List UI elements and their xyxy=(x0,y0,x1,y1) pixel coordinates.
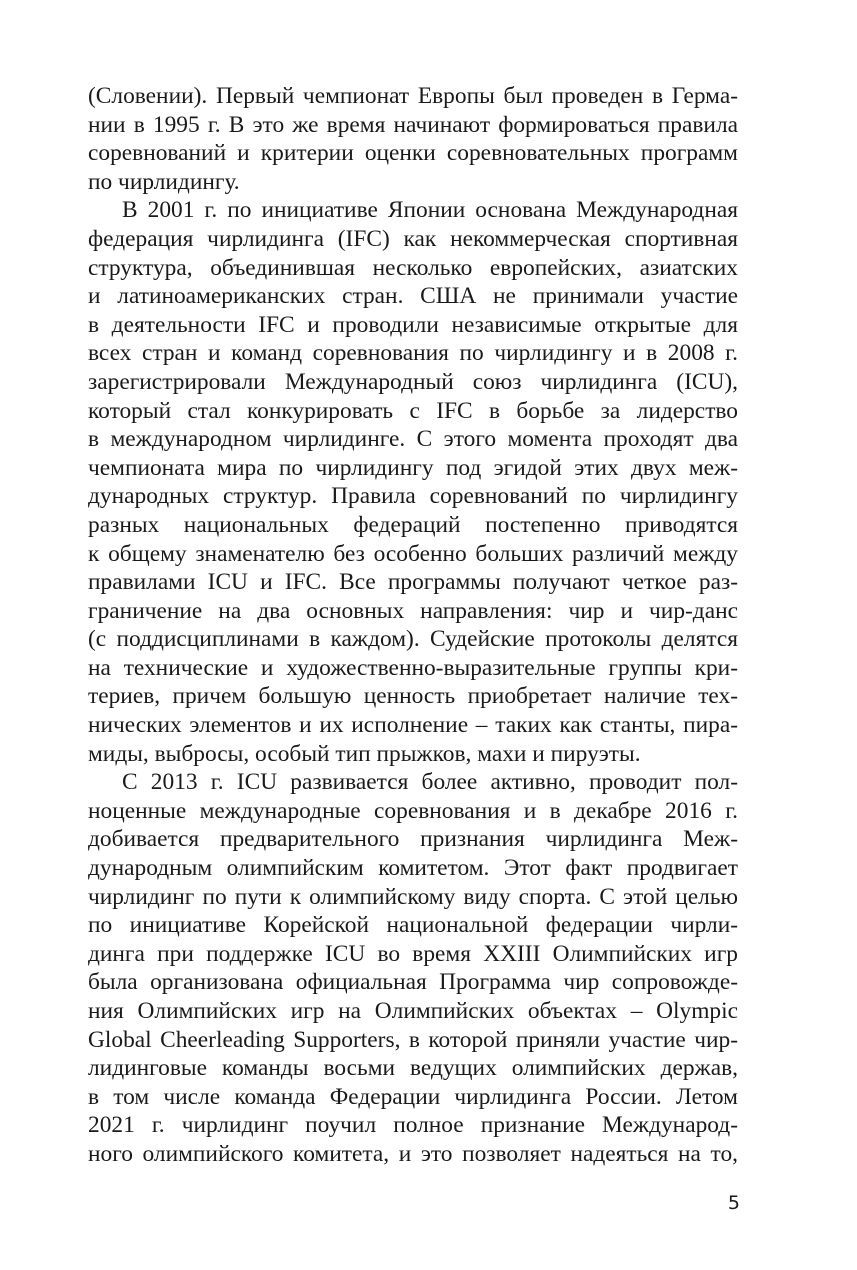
text-line: по чирлидингу. xyxy=(88,168,240,195)
text-line: Global Cheerleading Supporters, в которой приняли участие чир- xyxy=(88,1026,738,1053)
text-line: териев, причем большую ценность приобретает наличие тех- xyxy=(88,683,738,710)
text-line: структура, объединившая несколько европейских, азиатских xyxy=(88,254,738,281)
text-line: С 2013 г. ICU развивается более активно, проводит пол- xyxy=(122,769,738,796)
text-line: миды, выбросы, особый тип прыжков, махи и пируэты. xyxy=(88,740,641,767)
paragraph-3 xyxy=(88,768,738,1168)
text-line: по инициативе Корейской национальной федерации чирли- xyxy=(88,912,738,939)
text-line: разных национальных федераций постепенно приводятся xyxy=(88,511,738,538)
text-line: ния Олимпийских игр на Олимпийских объектах – Olympic xyxy=(88,998,738,1024)
text-line: который стал конкурировать с IFC в борьбе за лидерство xyxy=(88,397,738,424)
text-line: федерация чирлидинга (IFC) как некоммерческая спортивная xyxy=(88,225,738,252)
text-line: ноценные международные соревнования и в декабре 2016 г. xyxy=(88,797,738,824)
text-line: добивается предварительного признания чирлидинга Меж- xyxy=(88,826,738,853)
text-line: соревнований и критерии оценки соревновательных программ xyxy=(88,140,738,167)
text-line: дународных структур. Правила соревнований по чирлидингу xyxy=(88,483,738,510)
text-line: 2021 г. чирлидинг поучил полное признание Международ- xyxy=(88,1112,738,1139)
text-line: нии в 1995 г. В это же время начинают формироваться правила xyxy=(88,111,738,138)
text-line: чемпионата мира по чирлидингу под эгидой этих двух меж- xyxy=(88,454,738,481)
page-number: 5 xyxy=(727,1192,740,1214)
text-line: дународным олимпийским комитетом. Этот факт продвигает xyxy=(88,855,738,882)
text-line: ного олимпийского комитета, и это позволяет надеяться на то, xyxy=(88,1140,738,1167)
paragraph-2 xyxy=(88,196,738,768)
text-line: динга при поддержке ICU во время XXIII Олимпийских игр xyxy=(88,940,738,967)
text-line: (с поддисциплинами в каждом). Судейские протоколы делятся xyxy=(88,626,738,653)
text-line: была организована официальная Программа чир сопровожде- xyxy=(88,969,738,996)
text-line: к общему знаменателю без особенно больших различий между xyxy=(88,540,738,567)
text-line: в том числе команда Федерации чирлидинга России. Летом xyxy=(88,1083,738,1110)
text-line: всех стран и команд соревнования по чирлидингу и в 2008 г. xyxy=(88,340,738,367)
paragraph-1 xyxy=(88,82,738,196)
text-line: в международном чирлидинге. С этого момента проходят два xyxy=(88,426,738,453)
text-line: лидинговые команды восьми ведущих олимпийских держав, xyxy=(88,1055,738,1082)
body-text xyxy=(88,82,738,1169)
text-line: зарегистрировали Международный союз чирлидинга (ICU), xyxy=(88,368,738,395)
text-line: правилами ICU и IFC. Все программы получают четкое раз- xyxy=(88,569,738,596)
text-line: (Словении). Первый чемпионат Европы был проведен в Герма- xyxy=(88,83,738,109)
text-line: чирлидинг по пути к олимпийскому виду спорта. С этой целью xyxy=(88,883,738,910)
text-line: В 2001 г. по инициативе Японии основана Международная xyxy=(122,197,738,224)
text-line: на технические и художественно-выразительные группы кри- xyxy=(88,654,738,681)
text-line: граничение на два основных направления: чир и чир-данс xyxy=(88,597,738,624)
text-line: и латиноамериканских стран. США не принимали участие xyxy=(88,283,738,310)
text-line: в деятельности IFC и проводили независимые открытые для xyxy=(88,311,738,338)
text-line: нических элементов и их исполнение – таких как станты, пира- xyxy=(88,712,738,739)
